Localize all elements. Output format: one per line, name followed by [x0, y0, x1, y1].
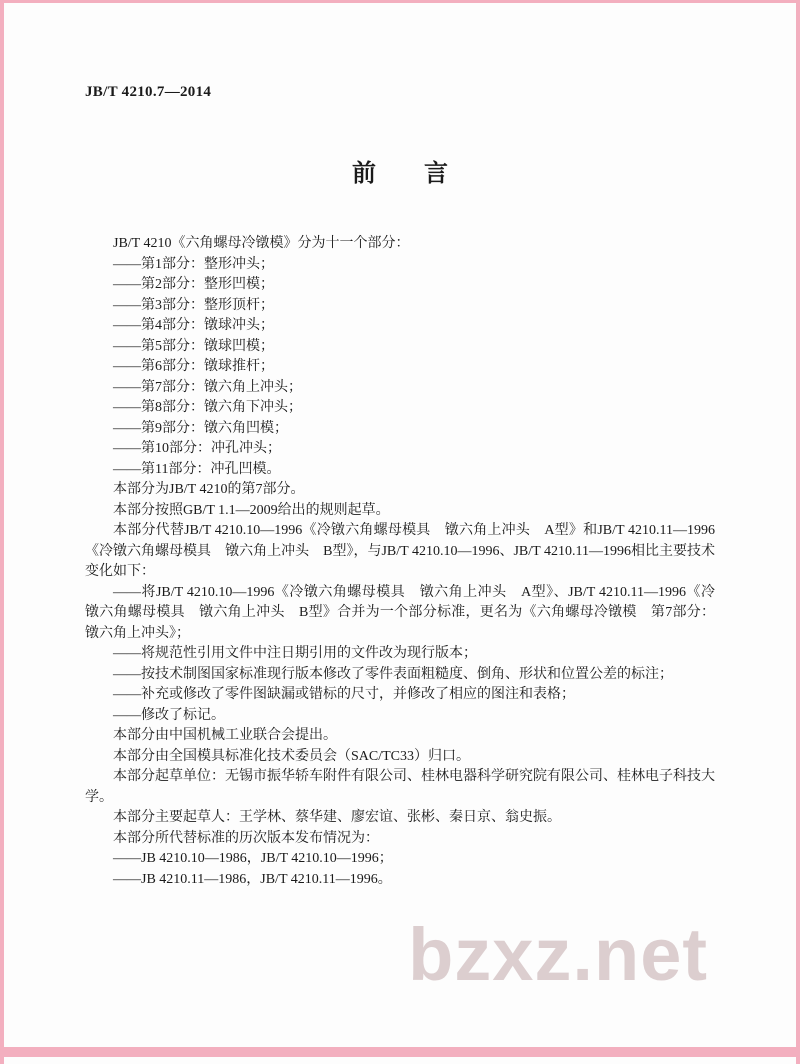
paragraph: ——第6部分：镦球推杆；: [113, 359, 274, 374]
paragraph: 本部分由全国模具标准化技术委员会（SAC/TC33）归口。: [113, 748, 471, 764]
paragraph: ——将JB/T 4210.10—1996《冷镦六角螺母模具 镦六角上冲头 A型》、JB/T 4210.11—1996《冷镦六角螺母模具 镦六角上冲头 B型》合并为一个部分标准，更名为《六角螺母冷镦模 第7部分：镦六角上冲头》；: [85, 584, 715, 641]
paragraph: ——按技术制图国家标准现行版本修改了零件表面粗糙度、倒角、形状和位置公差的标注；: [113, 666, 673, 682]
paragraph: 本部分主要起草人：王学林、蔡华建、廖宏谊、张彬、秦日京、翁史振。: [113, 810, 561, 825]
paragraph: 本部分为JB/T 4210的第7部分。: [113, 482, 305, 497]
paragraph: ——第8部分：镦六角下冲头；: [113, 400, 302, 415]
paragraph: 本部分所代替标准的历次版本发布情况为：: [113, 830, 379, 846]
doc-number: JB/T 4210.7—2014: [85, 84, 212, 100]
paragraph: ——第10部分：冲孔冲头；: [113, 441, 281, 456]
paragraph: JB/T 4210《六角螺母冷镦模》分为十一个部分：: [113, 236, 410, 251]
paragraph: ——第7部分：镦六角上冲头；: [113, 379, 302, 395]
paragraph: ——第1部分：整形冲头；: [113, 256, 274, 272]
watermark: bzxz.net: [408, 913, 708, 996]
paragraph: ——第4部分：镦球冲头；: [113, 318, 274, 333]
paragraph: ——第2部分：整形凹模；: [113, 277, 274, 292]
paragraph: 本部分由中国机械工业联合会提出。: [113, 728, 337, 743]
paragraph: ——第11部分：冲孔凹模。: [113, 461, 281, 477]
paragraph: ——JB 4210.10—1986，JB/T 4210.10—1996；: [113, 851, 393, 866]
paragraph: ——第3部分：整形顶杆；: [113, 297, 274, 313]
paragraph: ——将规范性引用文件中注日期引用的文件改为现行版本；: [113, 646, 477, 661]
paragraph: ——第5部分：镦球凹模；: [113, 338, 274, 354]
page-title: 前 言: [352, 161, 448, 187]
paragraph: 本部分代替JB/T 4210.10—1996《冷镦六角螺母模具 镦六角上冲头 A型》和JB/T 4210.11—1996《冷镦六角螺母模具 镦六角上冲头 B型》，与JB/T 4210.10—1996、JB/T 4210.11—1996相比主要技术变化如下：: [85, 523, 715, 579]
paragraph: 本部分起草单位：无锡市振华轿车附件有限公司、桂林电器科学研究院有限公司、桂林电子科技大学。: [85, 769, 715, 805]
paragraph: 本部分按照GB/T 1.1—2009给出的规则起草。: [113, 502, 390, 518]
paragraph: ——修改了标记。: [113, 707, 225, 723]
document-body: [85, 234, 715, 890]
paragraph: ——第9部分：镦六角凹模；: [113, 420, 288, 436]
paragraph: ——JB 4210.11—1986，JB/T 4210.11—1996。: [113, 871, 392, 887]
scan-edge-bottom: [0, 1047, 800, 1057]
paragraph: ——补充或修改了零件图缺漏或错标的尺寸，并修改了相应的图注和表格；: [113, 687, 575, 702]
